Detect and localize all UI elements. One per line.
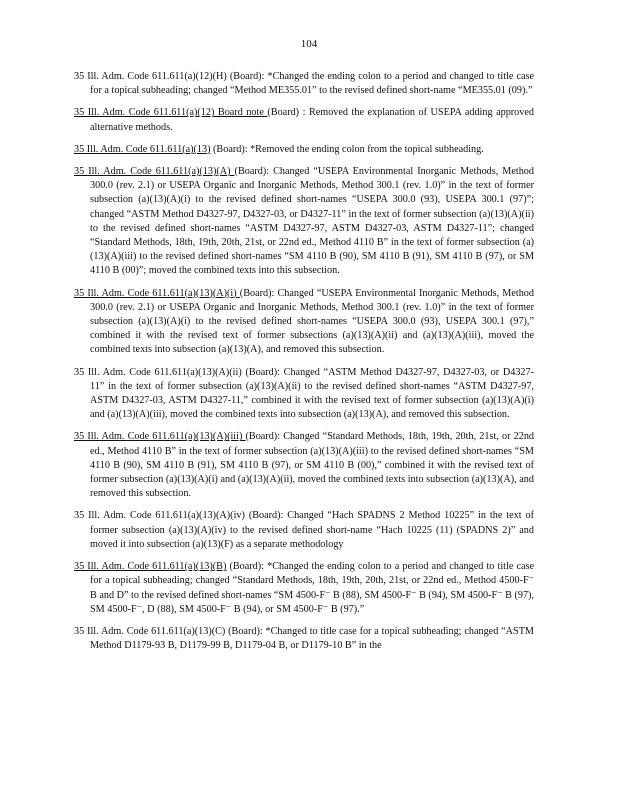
amendment-entry	[74, 70, 534, 98]
page-number: 104	[300, 38, 318, 50]
entry-body: (Board): Changed “USEPA Environmental Inorganic Methods, Method 300.0 (rev. 2.1) or USEPA Organic and Inorganic Methods, Method 300.1 (rev. 1.0)” in the text of former subsection (a)(13)(A)(i) to the revised defined short-names “USEPA 300.0 (93), USEPA 300.1 (97)”; changed “ASTM Method D4327-97, D4327-03, or D4327-11” in the text of former subsection (a)(13)(A)(ii) to the revised defined short-names “ASTM D4327-97, ASTM D4327-03, ASTM D4327-11”; changed “Standard Methods, 18th, 19th, 20th, 21st, or 22nd ed., Method 4110 B” in the text of former subsection (a)(13)(A)(iii) to the revised defined short-names “SM 4110 B (90), SM 4110 B (91), SM 4110 B (97), or SM 4110 B (00)”; moved the combined texts into this subsection.	[90, 166, 534, 277]
entry-citation: 35 Ill. Adm. Code 611.611(a)(13)(B)	[74, 561, 227, 573]
entry-citation: 35 Ill. Adm. Code 611.611(a)(13)(A)	[74, 166, 235, 178]
entry-citation: 35 Ill. Adm. Code 611.611(a)(12) Board note	[74, 107, 268, 119]
amendment-entry	[74, 106, 534, 134]
entry-body: (Board): Changed “Standard Methods, 18th, 19th, 20th, 21st, or 22nd ed., Method 4110 B” in the text of former subsection (a)(13)(A)(iii) to the revised defined short-names “SM 4110 B (90), SM 4110 B (91), SM 4110 B (97), or SM 4110 B (00),” combined it with the revised text of former subsection (a)(13)(A)(i) and (a)(13)(A)(ii), moved the combined texts into subsection (a)(13)(A), and removed this subsection.	[90, 431, 535, 500]
entry-citation: 35 Ill. Adm. Code 611.611(a)(13)(A)(ii)	[74, 366, 242, 378]
entry-citation: 35 Ill. Adm. Code 611.611(a)(13)(A)(iii)	[74, 431, 246, 443]
entry-citation: 35 Ill. Adm. Code 611.611(a)(13)	[74, 143, 211, 155]
amendment-entry	[74, 165, 534, 279]
entry-body: (Board): *Changed to title case for a topical subheading; changed “ASTM Method D1179-93 B, D1179-99 B, D1179-04 B, or D1179-10 B” in the	[90, 625, 534, 652]
amendment-entry	[74, 143, 534, 157]
amendment-entry	[74, 625, 534, 653]
amendment-entry	[74, 287, 534, 358]
entry-body: (Board): Changed “Hach SPADNS 2 Method 10225” in the text of former subsection (a)(13)(A)(iv) to the revised defined short-name “Hach 10225 (11) (SPADNS 2)” and moved it into subsection (a)(13)(F) as a separate methodology	[90, 510, 534, 550]
amendment-entry	[74, 366, 534, 423]
entry-body: (Board): Changed “ASTM Method D4327-97, D4327-03, or D4327-11” in the text of former subsection (a)(13)(A)(ii) to the revised defined short-names “ASTM D4327-97, ASTM D4327-03, ASTM D4327-11,” combined it with the revised text of former subsection (a)(13)(A)(i) and (a)(13)(A)(iii), moved the combined texts into subsection (a)(13)(A), and removed this subsection.	[90, 366, 535, 421]
amendment-entry	[74, 509, 534, 552]
entry-body: (Board): *Changed the ending colon to a period and changed to title case for a topical subheading; changed “Standard Methods, 18th, 19th, 20th, 21st, or 22nd ed., Method 4500-F⁻ B and D” to the revised defined short-names “SM 4500-F⁻ B (88), SM 4500-F⁻ B (94), SM 4500-F⁻ B (97), SM 4500-F⁻, D (88), SM 4500-F⁻ B (94), or SM 4500-F⁻ B (97).”	[90, 561, 534, 615]
entry-citation: 35 Ill. Adm. Code 611.611(a)(13)(A)(i)	[74, 287, 240, 299]
entry-citation: 35 Ill. Adm. Code 611.611(a)(13)(A)(iv)	[74, 510, 245, 522]
entry-list	[74, 70, 534, 661]
entry-body: (Board): *Removed the ending colon from the topical subheading.	[210, 143, 484, 155]
amendment-entry	[74, 430, 534, 501]
entry-citation: 35 Ill. Adm. Code 611.611(a)(12)(H)	[74, 71, 227, 82]
entry-body: (Board): Changed “USEPA Environmental Inorganic Methods, Method 300.0 (rev. 2.1) or USEPA Organic and Inorganic Methods, Method 300.1 (rev. 1.0)” in the text of former subsection (a)(13)(A)(i) to the revised defined short-names “USEPA 300.0 (93), USEPA 300.1 (97),” combined it with the revised text of former subsections (a)(13)(A)(ii) and (a)(13)(A)(iii), moved the combined texts into subsection (a)(13)(A), and removed this subsection.	[90, 287, 534, 356]
entry-citation: 35 Ill. Adm. Code 611.611(a)(13)(C)	[74, 625, 226, 637]
amendment-entry	[74, 560, 534, 617]
entry-body: (Board): *Changed the ending colon to a period and changed to title case for a topical subheading; changed “Method ME355.01” to the revised defined short-name “ME355.01 (09).”	[90, 71, 534, 97]
entry-body: (Board) : Removed the explanation of USEPA adding approved alternative methods.	[90, 107, 534, 133]
